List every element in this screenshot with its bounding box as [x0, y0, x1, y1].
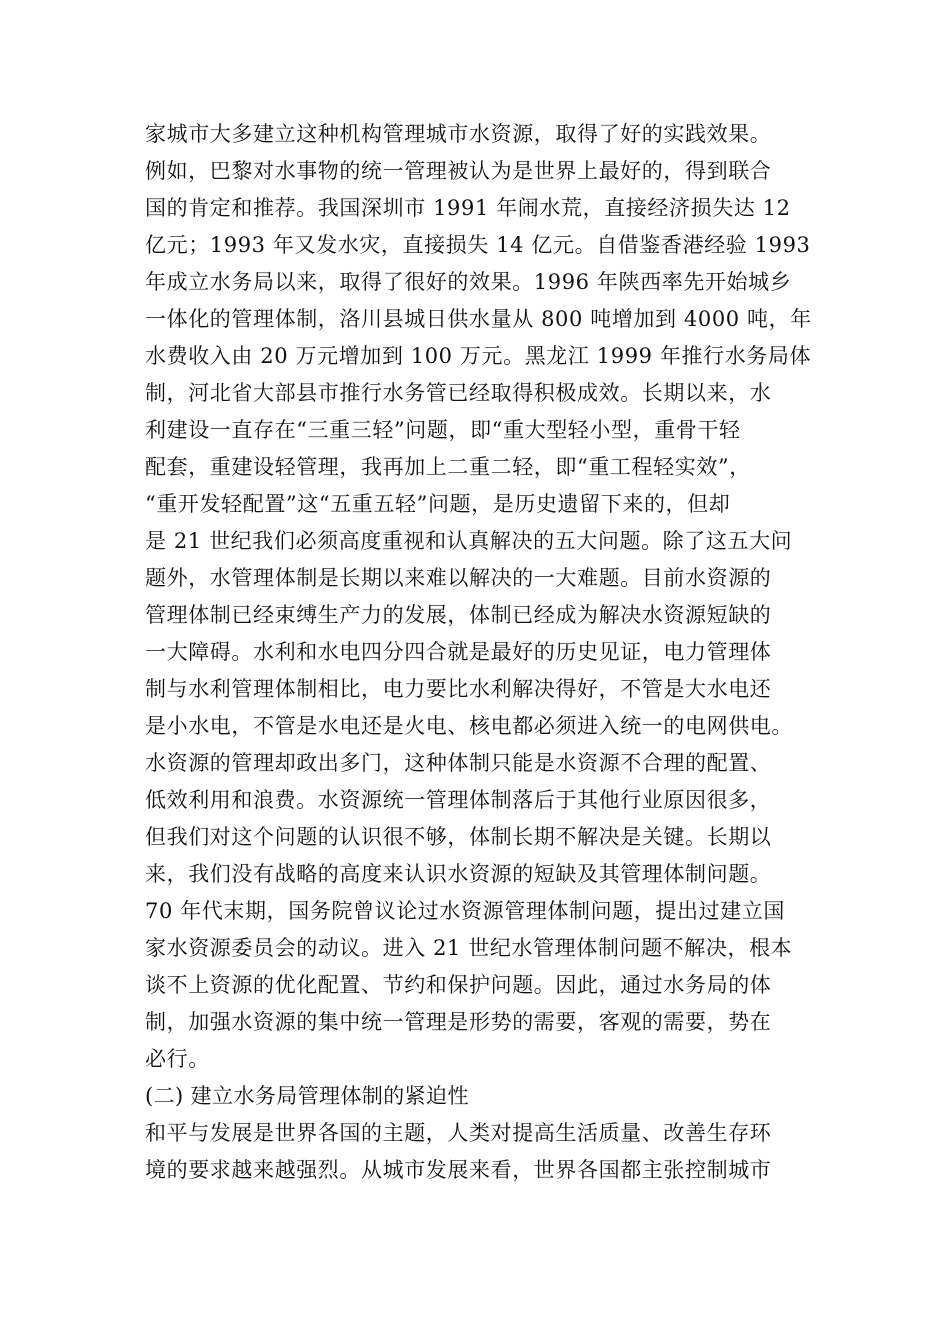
text-line: 利建设一直存在“三重三轻”问题，即“重大型轻小型，重骨干轻 — [145, 418, 741, 442]
text-line: 必行。 — [145, 1047, 210, 1071]
text-line: 年成立水务局以来，取得了很好的效果。1996 年陕西率先开始城乡 — [145, 270, 792, 294]
text-line: 配套，重建设轻管理，我再加上二重二轻，即“重工程轻实效”， — [145, 455, 751, 479]
text-line: 是小水电，不管是水电还是火电、核电都必须进入统一的电网供电。 — [145, 714, 793, 738]
text-line: 境的要求越来越强烈。从城市发展来看，世界各国都主张控制城市 — [145, 1158, 772, 1182]
text-line: 是 21 世纪我们必须高度重视和认真解决的五大问题。除了这五大问 — [145, 529, 793, 553]
text-line: 低效利用和浪费。水资源统一管理体制落后于其他行业原因很多， — [145, 788, 772, 812]
text-line: 水费收入由 20 万元增加到 100 万元。黑龙江 1999 年推行水务局体 — [145, 344, 812, 368]
text-line: 亿元；1993 年又发水灾，直接损失 14 亿元。自借鉴香港经验 1993 — [145, 233, 811, 257]
text-line: 和平与发展是世界各国的主题，人类对提高生活质量、改善生存环 — [145, 1121, 772, 1145]
text-line: 谈不上资源的优化配置、节约和保护问题。因此，通过水务局的体 — [145, 973, 772, 997]
text-line: 家城市大多建立这种机构管理城市水资源，取得了好的实践效果。 — [145, 122, 772, 146]
text-line: 管理体制已经束缚生产力的发展，体制已经成为解决水资源短缺的 — [145, 603, 772, 627]
text-line: “重开发轻配置”这“五重五轻”问题，是历史遗留下来的，但却 — [145, 492, 731, 516]
text-line: 70 年代末期，国务院曾议论过水资源管理体制问题，提出过建立国 — [145, 899, 785, 923]
text-line: 来，我们没有战略的高度来认识水资源的短缺及其管理体制问题。 — [145, 862, 772, 886]
text-line: 国的肯定和推荐。我国深圳市 1991 年闹水荒，直接经济损失达 12 — [145, 196, 791, 220]
section-heading: (二) 建立水务局管理体制的紧迫性 — [145, 1084, 469, 1108]
text-line: 家水资源委员会的动议。进入 21 世纪水管理体制问题不解决，根本 — [145, 936, 793, 960]
text-line: 制与水利管理体制相比，电力要比水利解决得好，不管是大水电还 — [145, 677, 772, 701]
text-line: 一大障碍。水利和水电四分四合就是最好的历史见证，电力管理体 — [145, 640, 772, 664]
text-line: 题外，水管理体制是长期以来难以解决的一大难题。目前水资源的 — [145, 566, 772, 590]
text-line: 例如，巴黎对水事物的统一管理被认为是世界上最好的，得到联合 — [145, 159, 772, 183]
text-line: 但我们对这个问题的认识很不够，体制长期不解决是关键。长期以 — [145, 825, 772, 849]
text-line: 制，河北省大部县市推行水务管已经取得积极成效。长期以来，水 — [145, 381, 772, 405]
text-line: 水资源的管理却政出多门，这种体制只能是水资源不合理的配置、 — [145, 751, 772, 775]
document-body — [145, 116, 815, 1189]
text-line: 制，加强水资源的集中统一管理是形势的需要，客观的需要，势在 — [145, 1010, 772, 1034]
text-line: 一体化的管理体制，洛川县城日供水量从 800 吨增加到 4000 吨，年 — [145, 307, 812, 331]
